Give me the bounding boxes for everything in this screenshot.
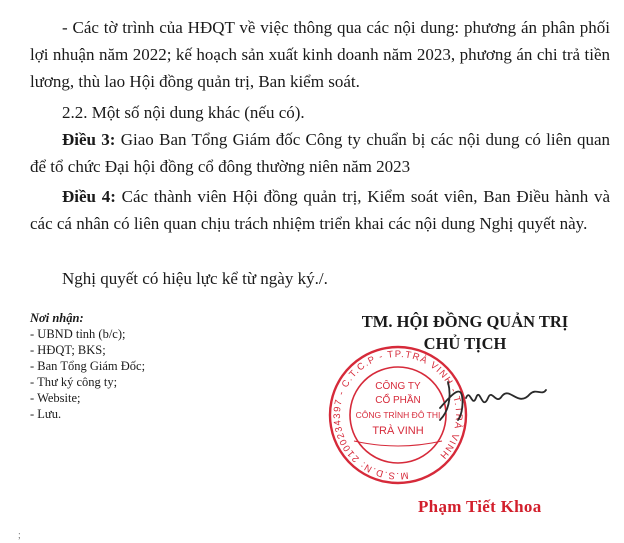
effective-clause: Nghị quyết có hiệu lực kể từ ngày ký./. bbox=[62, 269, 328, 288]
article-4-label: Điều 4: bbox=[62, 187, 116, 206]
recipient-item: - Ban Tổng Giám Đốc; bbox=[30, 358, 260, 374]
recipient-item: - Thư ký công ty; bbox=[30, 374, 260, 390]
signature-role: CHỦ TỊCH bbox=[423, 334, 507, 353]
handwritten-signature bbox=[430, 368, 550, 428]
seal-ring-text: M.S.D.N: 2100234397 - C.T.C.P - TP.TRÀ VINH - T.TRÀ VINH bbox=[331, 348, 465, 482]
seal-line-3: CÔNG TRÌNH ĐÔ THỊ bbox=[355, 410, 441, 420]
article-4 bbox=[30, 183, 610, 237]
recipients-block bbox=[30, 310, 260, 422]
recipient-item: - UBND tỉnh (b/c); bbox=[30, 326, 260, 342]
signature-title: TM. HỘI ĐỒNG QUẢN TRỊ bbox=[361, 312, 569, 331]
signatory-name: Phạm Tiết Khoa bbox=[418, 497, 542, 516]
paragraph-proposals: - Các tờ trình của HĐQT về việc thông qua các nội dung: phương án phân phối lợi nhuận năm 2022; kế hoạch sản xuất kinh doanh năm 2023, phương án chi trả tiền lương, thù lao Hội đồng quản trị, Ban kiểm soát. bbox=[30, 18, 610, 91]
article-3 bbox=[30, 126, 610, 180]
article-3-label: Điều 3: bbox=[62, 130, 116, 149]
recipients-list bbox=[30, 326, 260, 422]
article-4-text: Các thành viên Hội đồng quản trị, Kiểm soát viên, Ban Điều hành và các cá nhân có liên quan chịu trách nhiệm triển khai các nội dung Nghị quyết này. bbox=[30, 187, 610, 233]
section-2-2: 2.2. Một số nội dung khác (nếu có). bbox=[62, 103, 305, 122]
seal-line-1: CÔNG TY bbox=[375, 381, 421, 392]
recipients-heading: Nơi nhận: bbox=[30, 311, 84, 325]
seal-line-2: CỔ PHẦN bbox=[375, 395, 421, 406]
recipient-item: - Website; bbox=[30, 390, 260, 406]
page-mark: ; bbox=[18, 530, 21, 541]
article-3-text: Giao Ban Tổng Giám đốc Công ty chuẩn bị các nội dung có liên quan để tổ chức Đại hội đồng cổ đông thường niên năm 2023 bbox=[30, 130, 611, 176]
recipient-item: - Lưu. bbox=[30, 406, 260, 422]
recipient-item: - HĐQT; BKS; bbox=[30, 342, 260, 358]
seal-line-4: TRÀ VINH bbox=[372, 425, 424, 437]
